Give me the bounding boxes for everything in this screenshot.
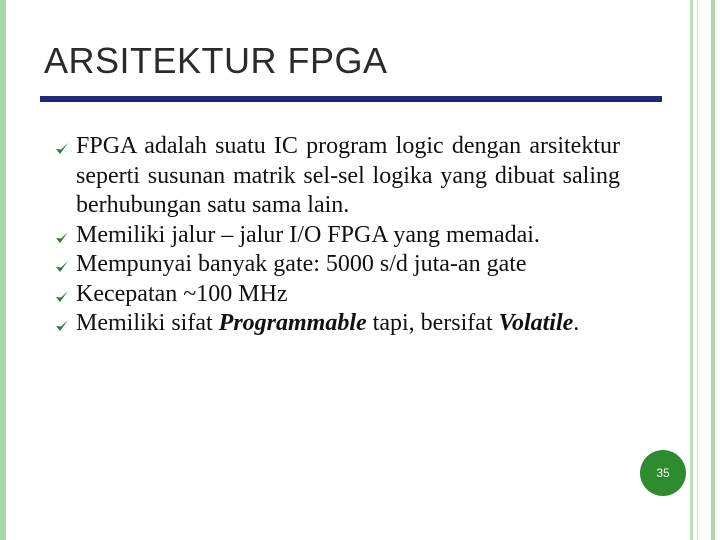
list-item xyxy=(52,309,620,339)
diamond-checkmark-icon xyxy=(55,142,69,156)
list-item xyxy=(52,280,620,310)
diamond-checkmark-icon xyxy=(55,290,69,304)
list-item-text-post: . xyxy=(573,310,580,336)
bullet-list xyxy=(52,132,620,339)
slide-title: ARSITEKTUR FPGA xyxy=(44,40,388,81)
emphasis-programmable: Programmable xyxy=(218,310,367,336)
right-frame-line-outer xyxy=(711,0,715,540)
diamond-checkmark-icon xyxy=(55,260,69,274)
list-item-text: Memiliki jalur – jalur I/O FPGA yang memadai. xyxy=(76,221,540,248)
page-number-badge: 35 xyxy=(640,450,686,496)
list-item-text-mid: tapi, bersifat xyxy=(366,310,499,336)
title-underline xyxy=(40,96,662,102)
right-frame-line-thin xyxy=(697,0,698,540)
right-frame-line-inner xyxy=(690,0,693,540)
diamond-checkmark-icon xyxy=(55,231,69,245)
emphasis-volatile: Volatile xyxy=(498,310,574,336)
list-item-text: FPGA adalah suatu IC program logic dengan arsitektur seperti susunan matrik sel-sel logika yang dibuat saling berhubungan satu sama lain. xyxy=(76,133,620,218)
left-frame-bar xyxy=(0,0,6,540)
list-item xyxy=(52,132,620,221)
list-item-text: Mempunyai banyak gate: 5000 s/d juta-an gate xyxy=(76,251,527,277)
list-item xyxy=(52,221,620,251)
diamond-checkmark-icon xyxy=(55,319,69,333)
list-item-text-pre: Memiliki sifat xyxy=(76,310,219,336)
list-item xyxy=(52,250,620,280)
list-item-text: Kecepatan ~100 MHz xyxy=(76,280,288,307)
